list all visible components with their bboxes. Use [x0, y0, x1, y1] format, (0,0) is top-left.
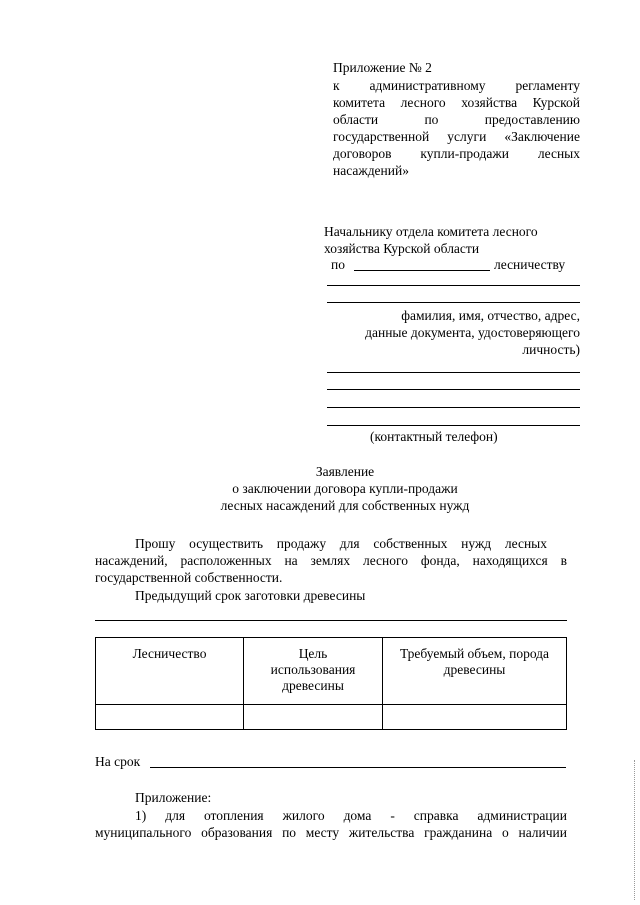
applicant-line-3[interactable] — [327, 372, 580, 373]
table-cell-forestry[interactable] — [96, 705, 244, 730]
appendix-line-6: насаждений» — [333, 163, 409, 178]
appendix-item-1-line-2: муниципального образования по месту жительства гражданина о наличии — [95, 825, 567, 840]
addressee-po: по — [331, 257, 345, 272]
applicant-hint-3: личность) — [522, 342, 580, 357]
addressee-line-1: Начальнику отдела комитета лесного — [324, 224, 538, 239]
body-line-2: насаждений, расположенных на землях лесного фонда, находящихся в — [95, 553, 567, 568]
table-cell-purpose[interactable] — [244, 705, 383, 730]
body-line-3: государственной собственности. — [95, 570, 283, 585]
applicant-line-4[interactable] — [327, 389, 580, 390]
forestry-name-field[interactable] — [354, 270, 490, 271]
phone-hint: (контактный телефон) — [370, 429, 498, 444]
scan-margin-marks — [634, 760, 637, 900]
header-forestry: Лесничество — [96, 638, 244, 705]
appendix-title: Приложение № 2 — [333, 60, 432, 75]
title-line-2: о заключении договора купли-продажи — [232, 481, 458, 496]
request-table — [95, 637, 567, 730]
appendix-line-1: к административному регламенту — [333, 78, 580, 93]
addressee-line-2: хозяйства Курской области — [324, 241, 480, 256]
applicant-line-5[interactable] — [327, 407, 580, 408]
header-purpose: Цель использования древесины — [244, 638, 383, 705]
term-line[interactable] — [150, 767, 566, 768]
applicant-line-2[interactable] — [327, 302, 580, 303]
appendix-item-1-line-1: 1) для отопления жилого дома - справка администрации — [135, 808, 567, 823]
title-line-1: Заявление — [315, 464, 375, 479]
appendix-line-3: области по предоставлению — [333, 112, 580, 127]
applicant-hint-2: данные документа, удостоверяющего — [365, 325, 580, 340]
appendix-label: Приложение: — [135, 790, 212, 805]
previous-term-line[interactable] — [95, 620, 567, 621]
applicant-hint-1: фамилия, имя, отчество, адрес, — [401, 308, 580, 323]
term-label: На срок — [95, 754, 141, 769]
title-line-3: лесных насаждений для собственных нужд — [220, 498, 470, 513]
table-header-row — [96, 638, 567, 705]
applicant-line-1[interactable] — [327, 285, 580, 286]
table-row — [96, 705, 567, 730]
appendix-line-2: комитета лесного хозяйства Курской — [333, 95, 580, 110]
appendix-line-5: договоров купли-продажи лесных — [333, 146, 580, 161]
appendix-line-4: государственной услуги «Заключение — [333, 129, 580, 144]
document-title — [95, 464, 595, 514]
addressee-forestry: лесничеству — [494, 257, 566, 272]
body-line-1: Прошу осуществить продажу для собственных нужд лесных — [135, 536, 547, 551]
phone-line[interactable] — [327, 425, 580, 426]
table-cell-volume[interactable] — [383, 705, 567, 730]
previous-term-label: Предыдущий срок заготовки древесины — [135, 588, 366, 603]
header-volume: Требуемый объем, порода древесины — [383, 638, 567, 705]
